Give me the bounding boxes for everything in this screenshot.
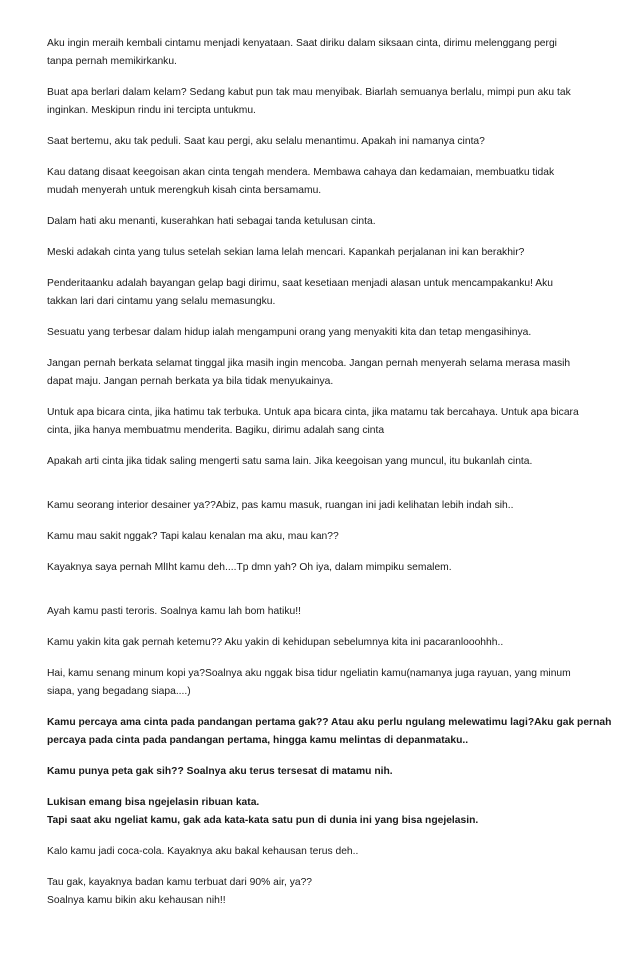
paragraph bbox=[47, 453, 599, 471]
paragraph bbox=[47, 213, 599, 231]
paragraph bbox=[47, 355, 599, 391]
paragraph-line: tanpa pernah memikirkanku. bbox=[47, 56, 177, 67]
paragraph-line: Kamu punya peta gak sih?? Soalnya aku terus tersesat di matamu nih. bbox=[47, 766, 393, 777]
paragraph-line: Aku ingin meraih kembali cintamu menjadi kenyataan. Saat diriku dalam siksaan cinta, dirimu melenggang pergi bbox=[47, 38, 557, 49]
paragraph-line: dapat maju. Jangan pernah berkata ya bila tidak menyukainya. bbox=[47, 376, 334, 387]
paragraph-line: Kamu yakin kita gak pernah ketemu?? Aku yakin di kehidupan sebelumnya kita ini pacaranlooohhh.. bbox=[47, 637, 504, 648]
paragraph-line: Tau gak, kayaknya badan kamu terbuat dari 90% air, ya?? bbox=[47, 877, 313, 888]
paragraph-line: mudah menyerah untuk merengkuh kisah cinta bersamamu. bbox=[47, 185, 322, 196]
paragraph bbox=[47, 84, 599, 120]
paragraph bbox=[47, 874, 599, 910]
paragraph bbox=[47, 603, 599, 621]
paragraph-line: Penderitaanku adalah bayangan gelap bagi dirimu, saat kesetiaan menjadi alasan untuk mencampakanku! Aku bbox=[47, 278, 554, 289]
paragraph bbox=[47, 794, 599, 830]
paragraph-line: Kayaknya saya pernah MlIht kamu deh....Tp dmn yah? Oh iya, dalam mimpiku semalem. bbox=[47, 562, 452, 573]
paragraph bbox=[47, 634, 599, 652]
paragraph-line: takkan lari dari cintamu yang selalu memasungku. bbox=[47, 296, 276, 307]
paragraph bbox=[47, 35, 599, 71]
paragraph bbox=[47, 404, 599, 440]
paragraph-line: Sesuatu yang terbesar dalam hidup ialah mengampuni orang yang menyakiti kita dan tetap mengasihinya. bbox=[47, 327, 532, 338]
paragraph-line: inginkan. Meskipun rindu ini tercipta untukmu. bbox=[47, 105, 256, 116]
paragraph-line: siapa, yang begadang siapa....) bbox=[47, 686, 191, 697]
paragraph bbox=[47, 665, 599, 701]
paragraph-line: Soalnya kamu bikin aku kehausan nih!! bbox=[47, 895, 226, 906]
paragraph-line: Hai, kamu senang minum kopi ya?Soalnya aku nggak bisa tidur ngeliatin kamu(namanya juga rayuan, yang minum bbox=[47, 668, 571, 679]
paragraph-line: percaya pada cinta pada pandangan pertama, hingga kamu melintas di depanmataku.. bbox=[47, 735, 469, 746]
paragraph bbox=[47, 528, 599, 546]
paragraph bbox=[47, 164, 599, 200]
paragraph-line: Jangan pernah berkata selamat tinggal jika masih ingin mencoba. Jangan pernah menyerah selama merasa masih bbox=[47, 358, 571, 369]
paragraph-line: Dalam hati aku menanti, kuserahkan hati sebagai tanda ketulusan cinta. bbox=[47, 216, 376, 227]
paragraph-line: Kalo kamu jadi coca-cola. Kayaknya aku bakal kehausan terus deh.. bbox=[47, 846, 359, 857]
paragraph bbox=[47, 763, 599, 781]
paragraph-line: Untuk apa bicara cinta, jika hatimu tak terbuka. Untuk apa bicara cinta, jika matamu tak bercahaya. Untuk apa bicara bbox=[47, 407, 579, 418]
paragraph-line: Kamu mau sakit nggak? Tapi kalau kenalan ma aku, mau kan?? bbox=[47, 531, 339, 542]
paragraph-line: Saat bertemu, aku tak peduli. Saat kau pergi, aku selalu menantimu. Apakah ini namanya cinta? bbox=[47, 136, 485, 147]
paragraph-line: Kamu seorang interior desainer ya??Abiz, pas kamu masuk, ruangan ini jadi kelihatan lebih indah sih.. bbox=[47, 500, 514, 511]
paragraph-line: Kamu percaya ama cinta pada pandangan pertama gak?? Atau aku perlu ngulang melewatimu lagi?Aku gak pernah bbox=[47, 717, 612, 728]
paragraph-line: Apakah arti cinta jika tidak saling mengerti satu sama lain. Jika keegoisan yang muncul, itu bukanlah cinta. bbox=[47, 456, 533, 467]
paragraph bbox=[47, 843, 599, 861]
paragraph-line: Meski adakah cinta yang tulus setelah sekian lama lelah mencari. Kapankah perjalanan ini kan berakhir? bbox=[47, 247, 525, 258]
paragraph bbox=[47, 714, 612, 750]
paragraph bbox=[47, 324, 599, 342]
paragraph-line: Ayah kamu pasti teroris. Soalnya kamu lah bom hatiku!! bbox=[47, 606, 301, 617]
paragraph bbox=[47, 244, 599, 262]
paragraph bbox=[47, 559, 599, 577]
paragraph-line: Tapi saat aku ngeliat kamu, gak ada kata-kata satu pun di dunia ini yang bisa ngejelasin. bbox=[47, 815, 479, 826]
paragraph bbox=[47, 497, 599, 515]
paragraph-line: Kau datang disaat keegoisan akan cinta tengah mendera. Membawa cahaya dan kedamaian, membuatku tidak bbox=[47, 167, 555, 178]
paragraph-line: cinta, jika hanya membuatmu menderita. Bagiku, dirimu adalah sang cinta bbox=[47, 425, 385, 436]
paragraph-line: Buat apa berlari dalam kelam? Sedang kabut pun tak mau menyibak. Biarlah semuanya berlalu, mimpi pun aku tak bbox=[47, 87, 571, 98]
paragraph bbox=[47, 275, 599, 311]
paragraph bbox=[47, 133, 599, 151]
paragraph-line: Lukisan emang bisa ngejelasin ribuan kata. bbox=[47, 797, 260, 808]
